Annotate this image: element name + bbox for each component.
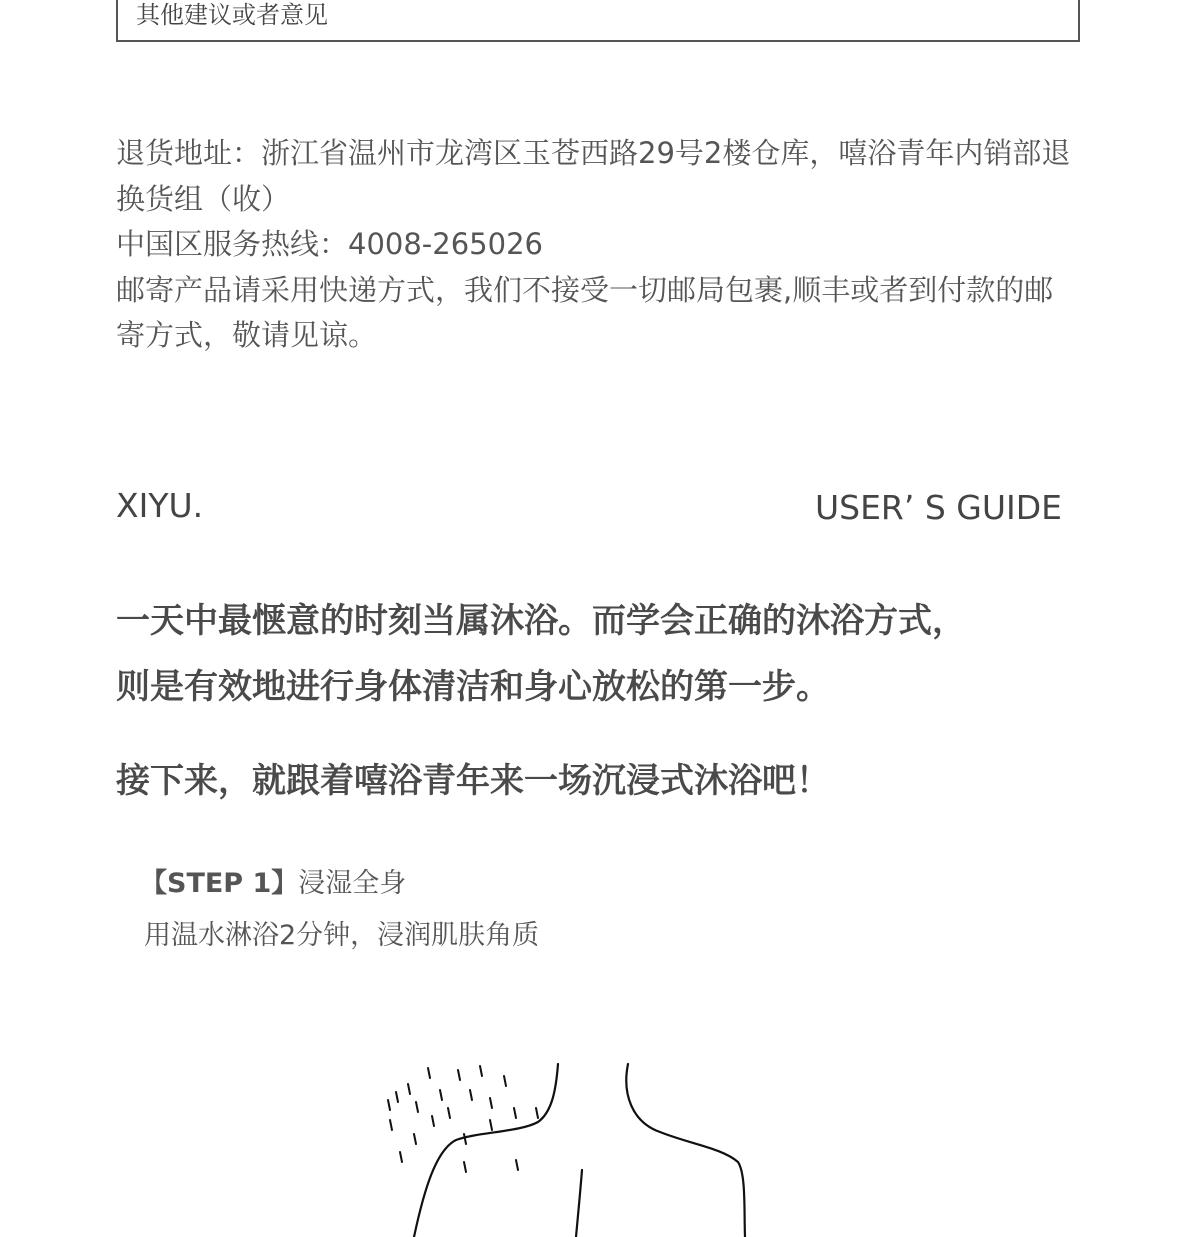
return-address: 退货地址：浙江省温州市龙湾区玉苍西路29号2楼仓库，嘻浴青年内销部退换货组（收） [116, 136, 1071, 216]
left-shoulder-line [414, 1064, 558, 1237]
feedback-textarea[interactable] [116, 0, 1080, 42]
intro-text [116, 588, 1086, 720]
service-hotline: 中国区服务热线：4008-265026 [116, 227, 543, 262]
feedback-label: 其他建议或者意见 [136, 1, 328, 29]
intro-line-2: 则是有效地进行身体清洁和身心放松的第一步。 [116, 667, 830, 707]
shower-illustration [360, 1050, 780, 1237]
mail-note: 邮寄产品请采用快递方式，我们不接受一切邮局包裹,顺丰或者到付款的邮寄方式，敬请见谅。 [116, 272, 1054, 353]
step-1-tag: 【STEP 1】 [140, 868, 299, 899]
spine-line [576, 1170, 582, 1237]
step-1-title [140, 861, 406, 900]
intro-line-1: 一天中最惬意的时刻当属沐浴。而学会正确的沐浴方式， [116, 601, 966, 641]
intro-invite: 接下来，就跟着嘻浴青年来一场沉浸式沐浴吧！ [116, 761, 830, 801]
return-info [116, 131, 1076, 359]
brand-name: XIYU. [116, 486, 204, 525]
step-1-description: 用温水淋浴2分钟，浸润肌肤角质 [144, 920, 540, 951]
water-drops-icon [388, 1066, 538, 1172]
guide-title: USER’ S GUIDE [814, 488, 1062, 527]
right-shoulder-line [626, 1064, 745, 1237]
step-1-name: 浸湿全身 [298, 868, 407, 899]
